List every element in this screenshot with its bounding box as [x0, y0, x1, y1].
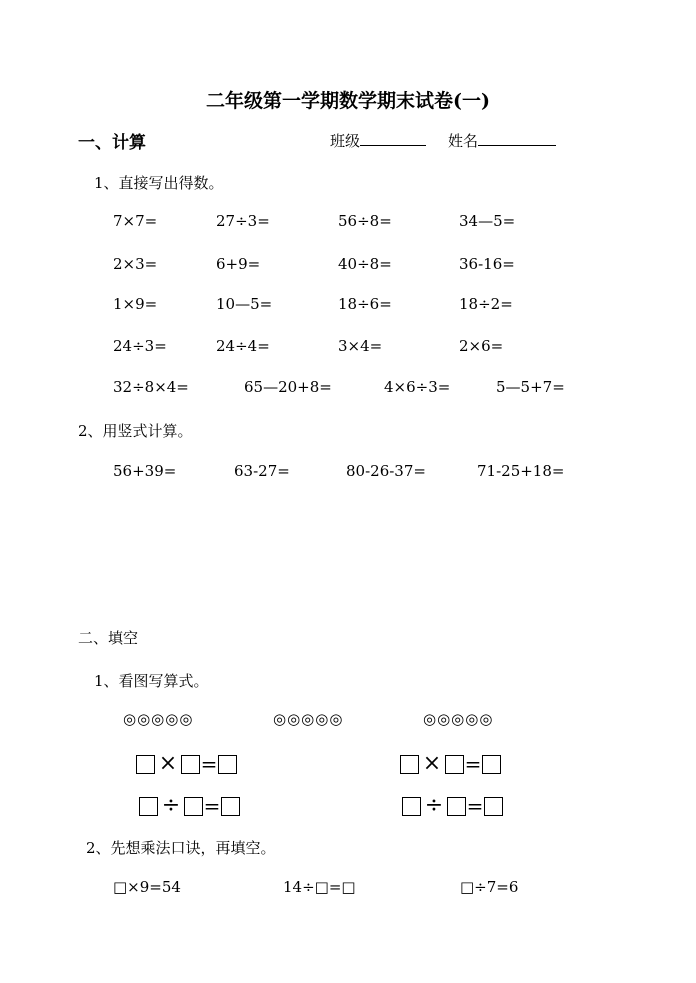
multiplication-equation-right	[400, 752, 501, 776]
divide-sign: ÷	[424, 793, 444, 818]
fill-blank-item: 14÷□=□	[283, 878, 356, 896]
name-field[interactable]	[448, 130, 556, 151]
section-2-heading: 二、填空	[78, 629, 139, 647]
calc-item: 32÷8×4=	[113, 378, 189, 396]
division-equation-left	[139, 794, 240, 818]
calc-item: 36-16=	[459, 255, 515, 273]
name-label: 姓名	[448, 132, 479, 150]
answer-box[interactable]	[400, 755, 419, 774]
name-blank[interactable]	[478, 131, 556, 146]
calc-item: 1×9=	[113, 295, 158, 313]
calc-item: 65—20+8=	[244, 378, 332, 396]
answer-box[interactable]	[447, 797, 466, 816]
circle-group-icon: ◎◎◎◎◎	[423, 710, 494, 728]
calc-item: 40÷8=	[338, 255, 392, 273]
circle-group-icon: ◎◎◎◎◎	[123, 710, 194, 728]
calc-item: 34—5=	[459, 212, 516, 230]
vertical-calc-item: 56+39=	[113, 462, 177, 480]
answer-box[interactable]	[184, 797, 203, 816]
calc-item: 24÷4=	[216, 337, 270, 355]
division-equation-right	[402, 794, 503, 818]
answer-box[interactable]	[484, 797, 503, 816]
answer-box[interactable]	[181, 755, 200, 774]
fill-blank-item: □÷7=6	[460, 878, 519, 896]
question-1-2: 2、用竖式计算。	[78, 422, 193, 440]
calc-item: 18÷2=	[459, 295, 513, 313]
calc-item: 10—5=	[216, 295, 273, 313]
calc-item: 27÷3=	[216, 212, 270, 230]
calc-item: 2×3=	[113, 255, 158, 273]
calc-item: 6+9=	[216, 255, 261, 273]
vertical-calc-item: 63-27=	[234, 462, 290, 480]
answer-box[interactable]	[221, 797, 240, 816]
vertical-calc-item: 80-26-37=	[346, 462, 426, 480]
equals-sign: =	[203, 794, 221, 818]
section-1-heading: 一、计算	[78, 133, 146, 153]
answer-box[interactable]	[445, 755, 464, 774]
times-sign: ×	[422, 751, 442, 776]
class-field[interactable]	[330, 130, 426, 151]
calc-item: 7×7=	[113, 212, 158, 230]
equals-sign: =	[466, 794, 484, 818]
answer-box[interactable]	[402, 797, 421, 816]
vertical-calc-item: 71-25+18=	[477, 462, 565, 480]
circle-group-icon: ◎◎◎◎◎	[273, 710, 344, 728]
answer-box[interactable]	[139, 797, 158, 816]
calc-item: 5—5+7=	[496, 378, 565, 396]
calc-item: 4×6÷3=	[384, 378, 451, 396]
equals-sign: =	[464, 752, 482, 776]
answer-box[interactable]	[482, 755, 501, 774]
equals-sign: =	[200, 752, 218, 776]
answer-box[interactable]	[218, 755, 237, 774]
calc-item: 3×4=	[338, 337, 383, 355]
class-label: 班级	[330, 132, 361, 150]
class-blank[interactable]	[360, 131, 426, 146]
fill-blank-item: □×9=54	[113, 878, 181, 896]
calc-item: 24÷3=	[113, 337, 167, 355]
calc-item: 2×6=	[459, 337, 504, 355]
divide-sign: ÷	[161, 793, 181, 818]
question-2-2: 2、先想乘法口诀，再填空。	[86, 839, 276, 857]
answer-box[interactable]	[136, 755, 155, 774]
calc-item: 18÷6=	[338, 295, 392, 313]
times-sign: ×	[158, 751, 178, 776]
question-1-1: 1、直接写出得数。	[94, 174, 224, 192]
calc-item: 56÷8=	[338, 212, 392, 230]
multiplication-equation-left	[136, 752, 237, 776]
page-title: 二年级第一学期数学期末试卷(一)	[206, 90, 490, 112]
question-2-1: 1、看图写算式。	[94, 672, 209, 690]
